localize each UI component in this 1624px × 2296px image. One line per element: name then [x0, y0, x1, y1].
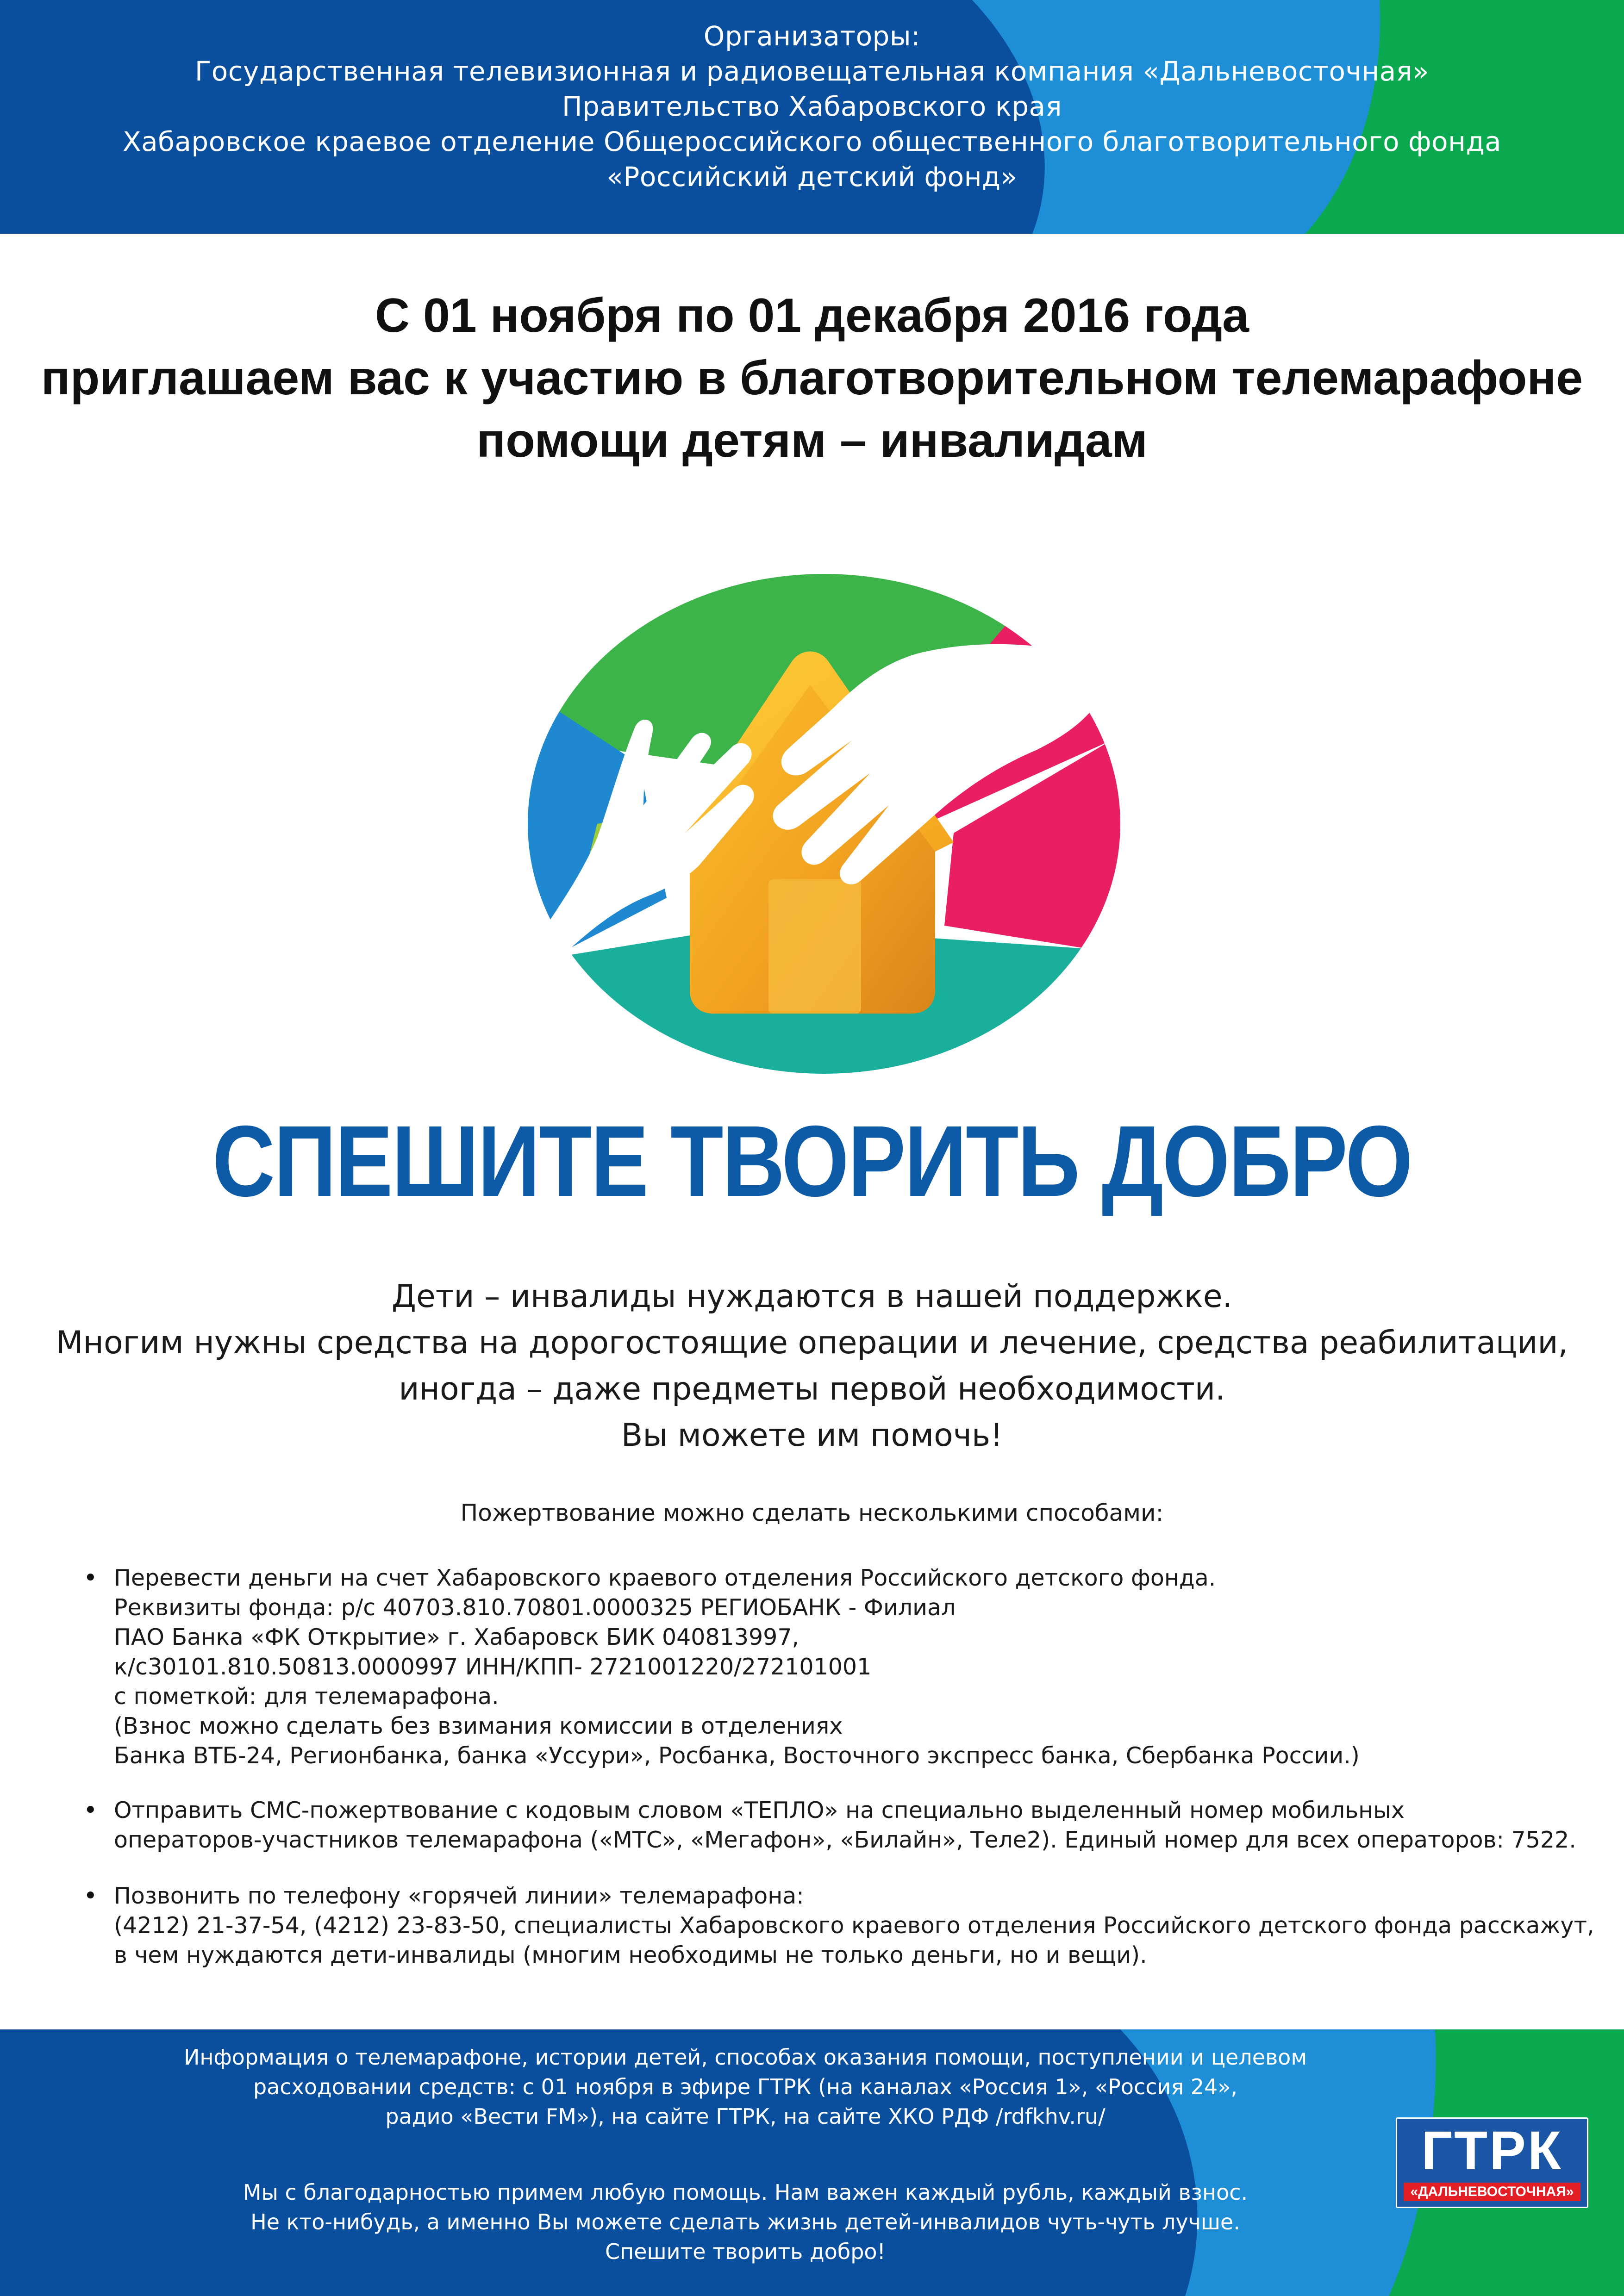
organizers-heading: Организаторы:: [703, 20, 921, 52]
headline-invitation: приглашаем вас к участию в благотворительном телемарафоне: [41, 351, 1583, 405]
organizer-government: Правительство Хабаровского края: [562, 91, 1062, 122]
appeal-line: Вы можете им помочь!: [621, 1417, 1003, 1454]
method-line: Позвонить по телефону «горячей линии» телемарафона:: [114, 1883, 804, 1909]
gtrk-logo-subtitle: «ДАЛЬНЕВОСТОЧНАЯ»: [1404, 2183, 1580, 2201]
event-headline: [0, 285, 1624, 472]
organizer-fund: Хабаровское краевое отделение Общероссийского общественного благотворительного фонда: [122, 126, 1502, 157]
method-line: в чем нуждаются дети-инвалиды (многим необходимы не только деньги, но и вещи).: [114, 1942, 1147, 1968]
gtrk-logo: [1396, 2117, 1588, 2208]
footer-info-line: радио «Вести FM»), на сайте ГТРК, на сайте ХКО РДФ /rdfkhv.ru/: [385, 2104, 1106, 2129]
footer-info-line: расходовании средств: с 01 ноября в эфире ГТРК (на каналах «Россия 1», «Россия 24»,: [253, 2074, 1238, 2099]
method-line: (Взнос можно сделать без взимания комиссии в отделениях: [114, 1713, 843, 1739]
footer-info-line: Информация о телемарафоне, истории детей, способах оказания помощи, поступлении и целевом: [183, 2045, 1307, 2070]
footer-thanks-line: Спешите творить добро!: [605, 2239, 886, 2264]
method-line: Банка ВТБ-24, Регионбанка, банка «Уссури», Росбанка, Восточного экспресс банка, Сбербанка России.): [114, 1742, 1360, 1769]
organizer-fund-name: «Российский детский фонд»: [606, 161, 1018, 193]
method-line: Отправить СМС-пожертвование с кодовым словом «ТЕПЛО» на специально выделенный номер мобильных: [114, 1797, 1405, 1823]
slogan: СПЕШИТЕ ТВОРИТЬ ДОБРО: [212, 1105, 1412, 1218]
organizer-gtrk: Государственная телевизионная и радиовещательная компания «Дальневосточная»: [194, 56, 1430, 87]
appeal-text: [0, 1274, 1624, 1459]
method-line: (4212) 21-37-54, (4212) 23-83-50, специалисты Хабаровского краевого отделения Российского детского фонда расскажут,: [114, 1912, 1594, 1939]
appeal-line: Дети – инвалиды нуждаются в нашей поддержке.: [391, 1278, 1233, 1315]
organizers-banner: [0, 0, 1624, 234]
appeal-line: иногда – даже предметы первой необходимости.: [399, 1371, 1225, 1407]
footer-thanks-line: Мы с благодарностью примем любую помощь. Нам важен каждый рубль, каждый взнос.: [243, 2180, 1248, 2205]
method-line: с пометкой: для телемарафона.: [114, 1683, 499, 1710]
headline-dates: С 01 ноября по 01 декабря 2016 года: [375, 289, 1249, 342]
bullet: •: [83, 1797, 98, 1824]
methods-intro: Пожертвование можно сделать несколькими способами:: [460, 1500, 1164, 1526]
gtrk-logo-title: ГТРК: [1421, 2120, 1563, 2181]
organizers-text: [0, 19, 1624, 194]
bullet: •: [83, 1564, 98, 1592]
method-line: к/с30101.810.50813.0000997 ИНН/КПП- 2721001220/272101001: [114, 1654, 872, 1680]
appeal-line: Многим нужны средства на дорогостоящие операции и лечение, средства реабилитации,: [56, 1325, 1568, 1361]
footer-thanks: [0, 2178, 1491, 2266]
footer-info: [0, 2042, 1491, 2131]
method-line: Реквизиты фонда: р/с 40703.810.70801.0000325 РЕГИОБАНК - Филиал: [114, 1594, 956, 1621]
method-line: Перевести деньги на счет Хабаровского краевого отделения Российского детского фонда.: [114, 1565, 1216, 1591]
method-line: операторов-участников телемарафона («МТС», «Мегафон», «Билайн», Теле2). Единый номер для всех операторов: 7522.: [114, 1827, 1576, 1853]
bullet: •: [83, 1882, 98, 1910]
headline-purpose: помощи детям – инвалидам: [476, 414, 1148, 467]
method-line: ПАО Банка «ФК Открытие» г. Хабаровск БИК 040813997,: [114, 1624, 800, 1650]
footer-thanks-line: Не кто-нибудь, а именно Вы можете сделать жизнь детей-инвалидов чуть-чуть лучше.: [250, 2209, 1240, 2234]
house-with-hands-icon: [491, 546, 1157, 1078]
footer-banner: [0, 2029, 1624, 2296]
